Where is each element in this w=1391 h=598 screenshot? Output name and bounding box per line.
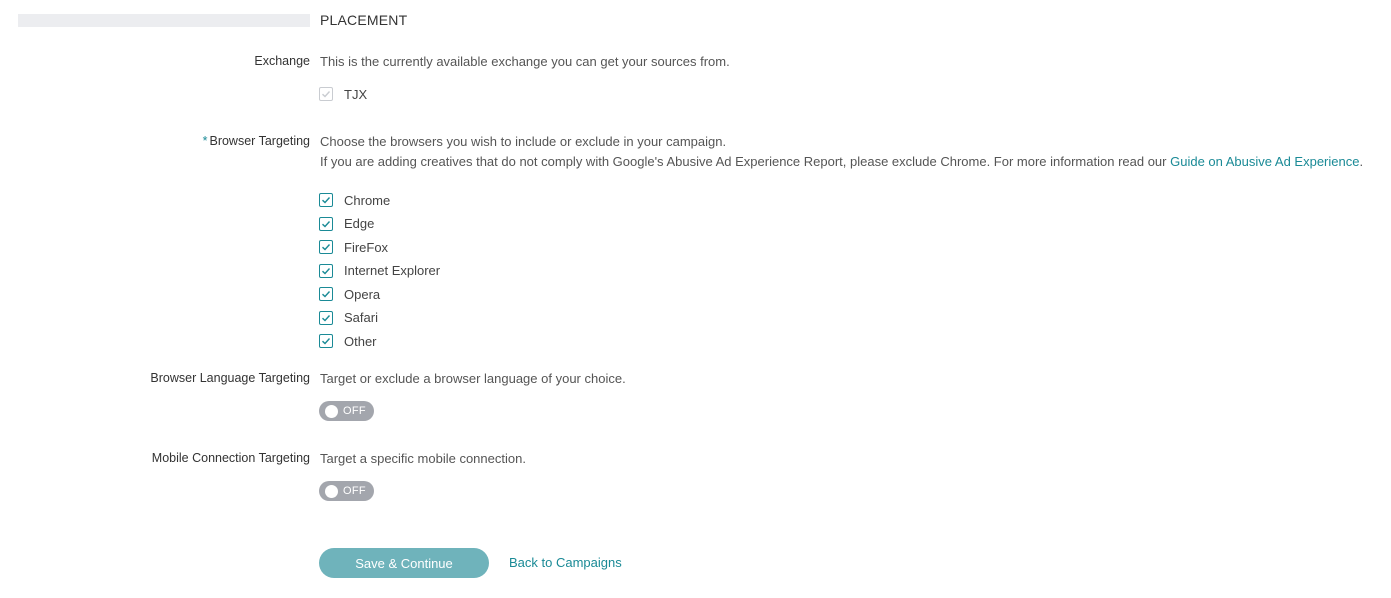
browser-option-label: Chrome — [344, 192, 391, 208]
browser-option-safari[interactable] — [319, 309, 378, 327]
abusive-ad-guide-link[interactable]: Guide on Abusive Ad Experience — [1170, 154, 1360, 169]
checkbox-checked-icon — [319, 217, 333, 231]
exchange-option-label: TJX — [344, 86, 368, 102]
browser-targeting-label-text: Browser Targeting — [209, 134, 310, 148]
browser-option-label: Edge — [344, 216, 375, 231]
browser-option-chrome[interactable] — [319, 191, 390, 209]
browser-option-other[interactable] — [319, 332, 377, 350]
toggle-state-text: OFF — [343, 485, 366, 497]
browser-option-opera[interactable] — [319, 285, 380, 303]
checkbox-checked-icon — [319, 193, 333, 207]
toggle-knob — [325, 485, 338, 498]
browser-language-toggle[interactable] — [319, 401, 374, 421]
browser-targeting-note: If you are adding creatives that do not comply with Google's Abusive Ad Experience Report, please exclude Chrome. For more information read our — [320, 154, 1171, 169]
browser-option-firefox[interactable] — [319, 238, 388, 256]
back-to-campaigns-link[interactable]: Back to Campaigns — [509, 555, 622, 570]
exchange-option-tjx[interactable] — [319, 85, 367, 103]
section-title: PLACEMENT — [320, 12, 408, 28]
checkbox-checked-icon — [319, 287, 333, 301]
checkbox-checked-icon — [319, 264, 333, 278]
toggle-knob — [325, 405, 338, 418]
browser-targeting-description-2 — [320, 154, 1363, 169]
checkbox-checked-icon — [319, 334, 333, 348]
browser-option-label: FireFox — [344, 239, 389, 255]
browser-targeting-label — [203, 134, 310, 148]
browser-option-label: Internet Explorer — [344, 263, 441, 278]
browser-language-description: Target or exclude a browser language of your choice. — [320, 371, 626, 386]
browser-language-label: Browser Language Targeting — [150, 371, 310, 385]
browser-option-edge[interactable] — [319, 215, 374, 233]
toggle-state-text: OFF — [343, 405, 366, 417]
browser-targeting-description-1: Choose the browsers you wish to include or exclude in your campaign. — [320, 134, 727, 149]
save-continue-button[interactable]: Save & Continue — [319, 548, 489, 578]
section-header-bar — [18, 14, 310, 27]
exchange-description: This is the currently available exchange you can get your sources from. — [320, 54, 730, 69]
required-marker: * — [202, 134, 208, 148]
mobile-connection-description: Target a specific mobile connection. — [320, 451, 526, 466]
link-suffix: . — [1359, 154, 1364, 169]
mobile-connection-toggle[interactable] — [319, 481, 374, 501]
checkbox-checked-icon — [319, 240, 333, 254]
browser-option-label: Other — [344, 333, 377, 349]
browser-option-internet-explorer[interactable] — [319, 262, 440, 280]
exchange-label: Exchange — [254, 54, 310, 68]
check-icon — [319, 87, 333, 101]
mobile-connection-label: Mobile Connection Targeting — [151, 451, 310, 465]
browser-option-label: Opera — [344, 286, 381, 302]
checkbox-checked-icon — [319, 311, 333, 325]
browser-option-label: Safari — [344, 310, 378, 325]
